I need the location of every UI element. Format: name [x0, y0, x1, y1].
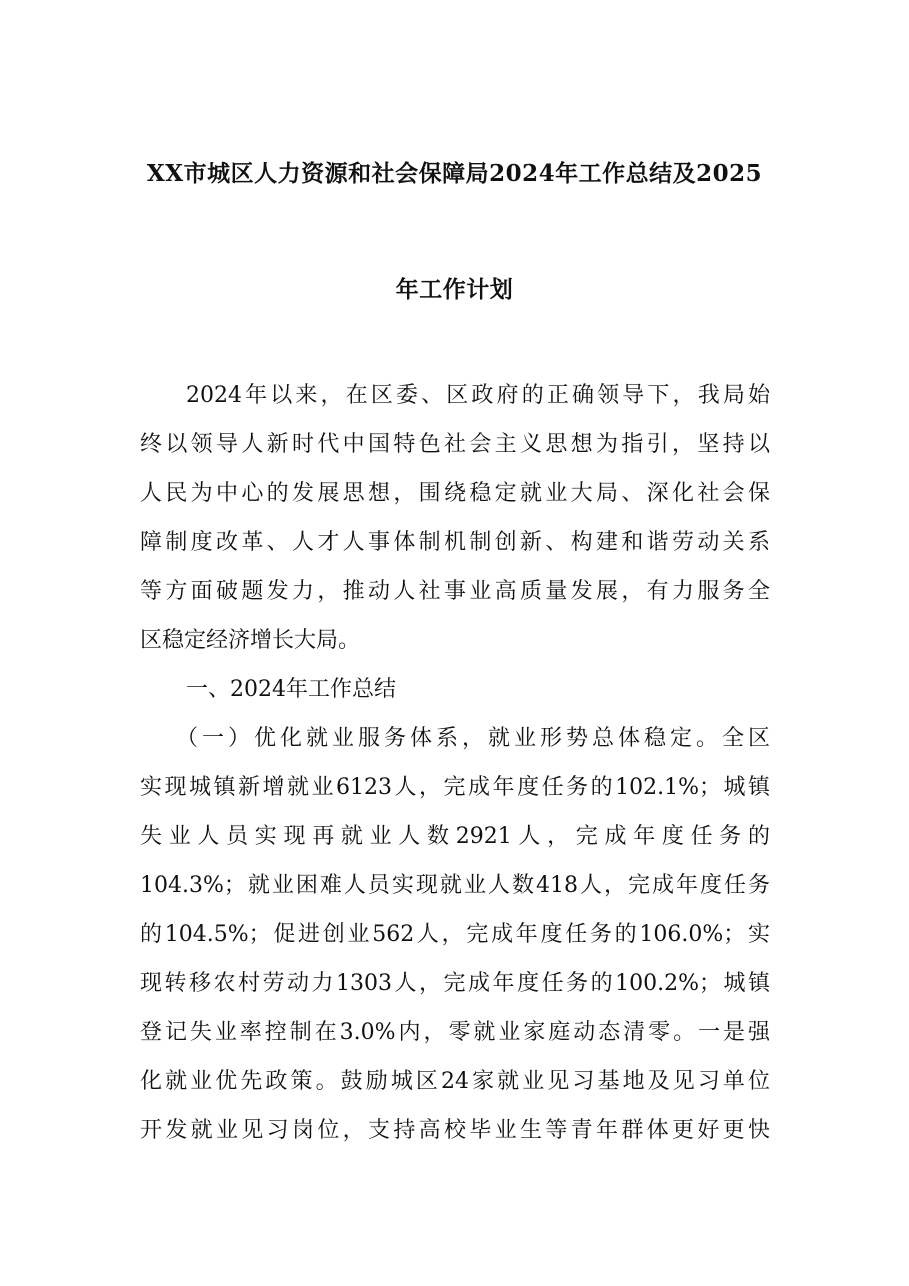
body-line: 终以领导人新时代中国特色社会主义思想为指引，坚持以 [140, 432, 770, 457]
section-heading: 一、2024年工作总结 [186, 677, 396, 702]
body-line: 2024年以来，在区委、区政府的正确领导下，我局始 [186, 383, 770, 408]
body-line: 失业人员实现再就业人数2921人，完成年度任务的 [140, 824, 770, 849]
body-line: 现转移农村劳动力1303人，完成年度任务的100.2%；城镇 [140, 971, 770, 996]
body-line: 104.3%；就业困难人员实现就业人数418人，完成年度任务 [140, 873, 770, 898]
body-line: 实现城镇新增就业6123人，完成年度任务的102.1%；城镇 [140, 775, 770, 800]
document-title-line-1: XX市城区人力资源和社会保障局2024年工作总结及2025 [146, 160, 763, 187]
body-line: 障制度改革、人才人事体制机制创新、构建和谐劳动关系 [140, 530, 770, 555]
body-line: 人民为中心的发展思想，围绕稳定就业大局、深化社会保 [140, 481, 770, 506]
document-title-line-2: 年工作计划 [395, 276, 514, 303]
body-line: 区稳定经济增长大局。 [140, 628, 361, 653]
body-line: （一）优化就业服务体系，就业形势总体稳定。全区 [176, 726, 770, 751]
body-line: 登记失业率控制在3.0%内，零就业家庭动态清零。一是强 [140, 1020, 770, 1045]
body-line: 开发就业见习岗位，支持高校毕业生等青年群体更好更快 [140, 1118, 770, 1143]
body-line: 的104.5%；促进创业562人，完成年度任务的106.0%；实 [140, 922, 770, 947]
body-line: 化就业优先政策。鼓励城区24家就业见习基地及见习单位 [140, 1069, 770, 1094]
body-line: 等方面破题发力，推动人社事业高质量发展，有力服务全 [140, 579, 770, 604]
